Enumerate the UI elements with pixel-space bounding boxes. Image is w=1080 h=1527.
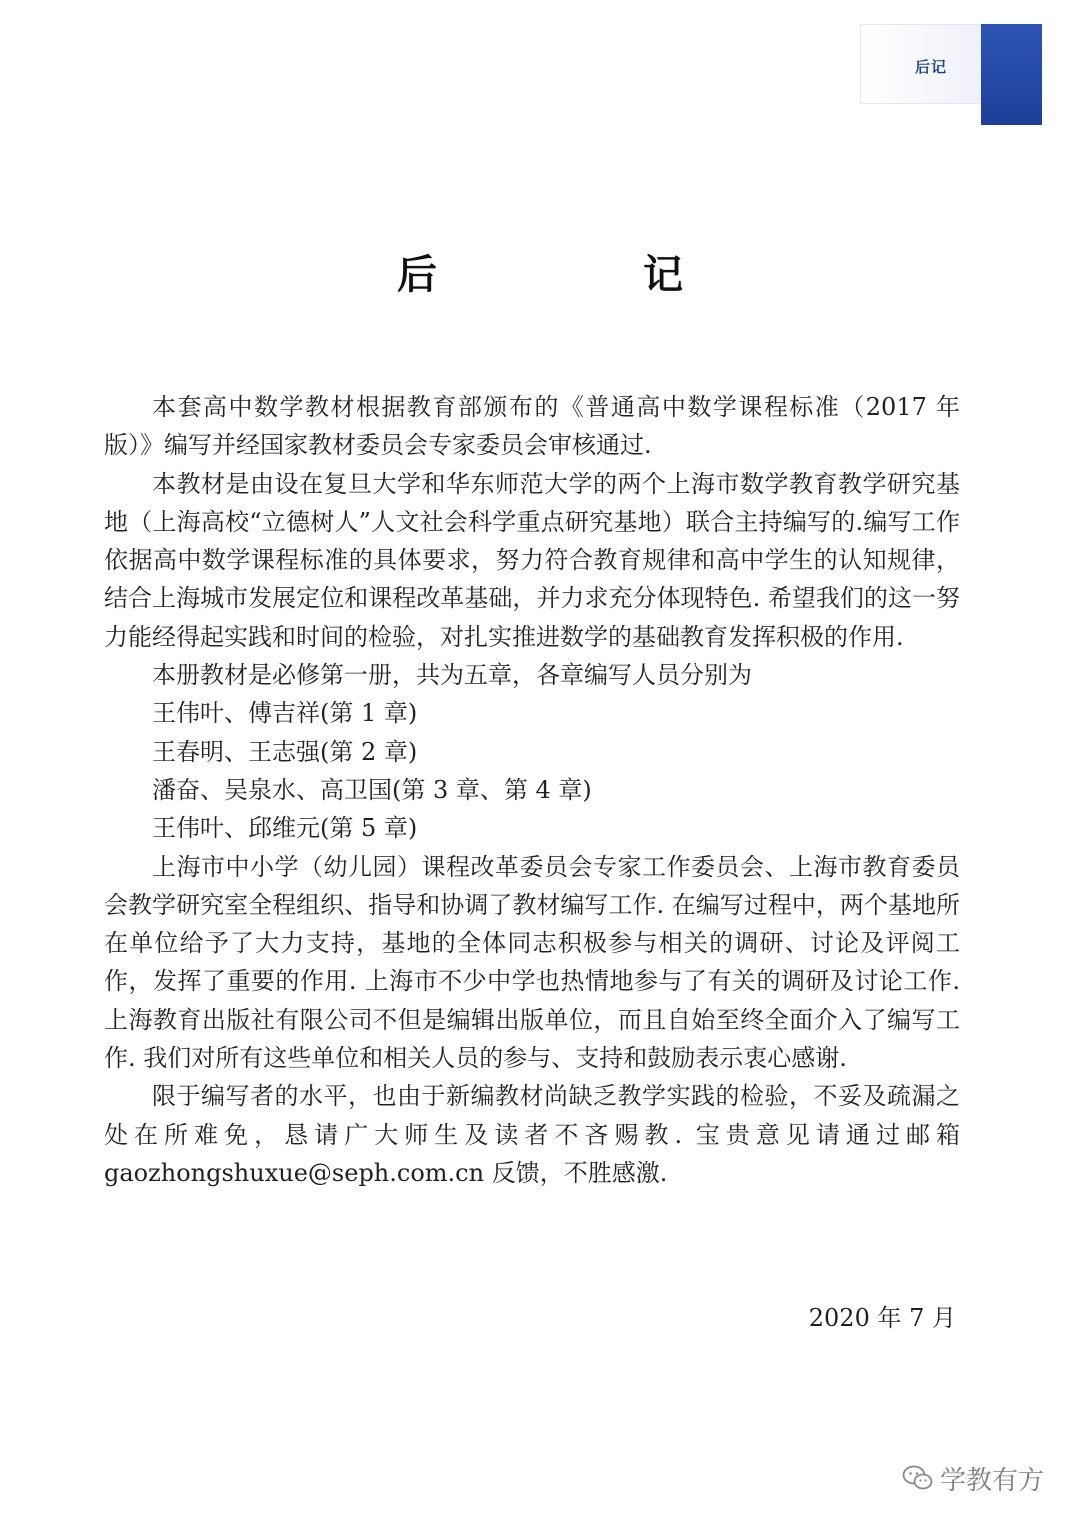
body-text (104, 388, 960, 1192)
paragraph-closing (104, 1077, 960, 1192)
author-line: 王春明、王志强(第 2 章) (152, 737, 418, 766)
author-line: 王伟叶、傅吉祥(第 1 章) (152, 699, 418, 728)
author-line: 潘奋、吴泉水、高卫国(第 3 章、第 4 章) (152, 775, 592, 804)
author-line: 王伟叶、邱维元(第 5 章) (152, 814, 418, 843)
paragraph-closing-suffix: 反馈，不胜感激. (484, 1158, 668, 1187)
paragraph: 本套高中数学教材根据教育部颁布的《普通高中数学课程标准（2017 年版）》编写并经国家教材委员会专家委员会审核通过. (104, 393, 960, 460)
date-line: 2020 年 7 月 (808, 1304, 956, 1332)
paragraph-closing-text: 限于编写者的水平，也由于新编教材尚缺乏教学实践的检验，不妥及疏漏之处在所难免，恳请广大师生及读者不吝赐教. 宝贵意见请通过邮箱 (104, 1082, 960, 1149)
wechat-icon (902, 1463, 934, 1493)
header-tab-label: 后记 (915, 58, 948, 76)
page-title: 后 记 (397, 252, 779, 298)
watermark-text: 学教有方 (940, 1465, 1045, 1496)
header-accent-bar (981, 24, 1042, 125)
header-tab (855, 24, 1042, 125)
paragraph: 本册教材是必修第一册，共为五章，各章编写人员分别为 (152, 661, 752, 690)
email-address: gaozhongshuxue@seph.com.cn (104, 1158, 485, 1187)
paragraph: 本教材是由设在复旦大学和华东师范大学的两个上海市数学教育教学研究基地（上海高校“立德树人”人文社会科学重点研究基地）联合主持编写的.编写工作依据高中数学课程标准的具体要求，努力符合教育规律和高中学生的认知规律，结合上海城市发展定位和课程改革基础，并力求充分体现特色. 希望我们的这一努力能经得起实践和时间的检验，对扎实推进数学的基础教育发挥积极的作用. (104, 469, 960, 651)
paragraph: 上海市中小学（幼儿园）课程改革委员会专家工作委员会、上海市教育委员会教学研究室全程组织、指导和协调了教材编写工作. 在编写过程中，两个基地所在单位给予了大力支持，基地的全体同志积极参与相关的调研、讨论及评阅工作，发挥了重要的作用. 上海市不少中学也热情地参与了有关的调研及讨论工作. 上海教育出版社有限公司不但是编辑出版单位，而且自始至终全面介入了编写工作. 我们对所有这些单位和相关人员的参与、支持和鼓励表示衷心感谢. (104, 852, 960, 1073)
watermark (902, 1458, 1044, 1498)
